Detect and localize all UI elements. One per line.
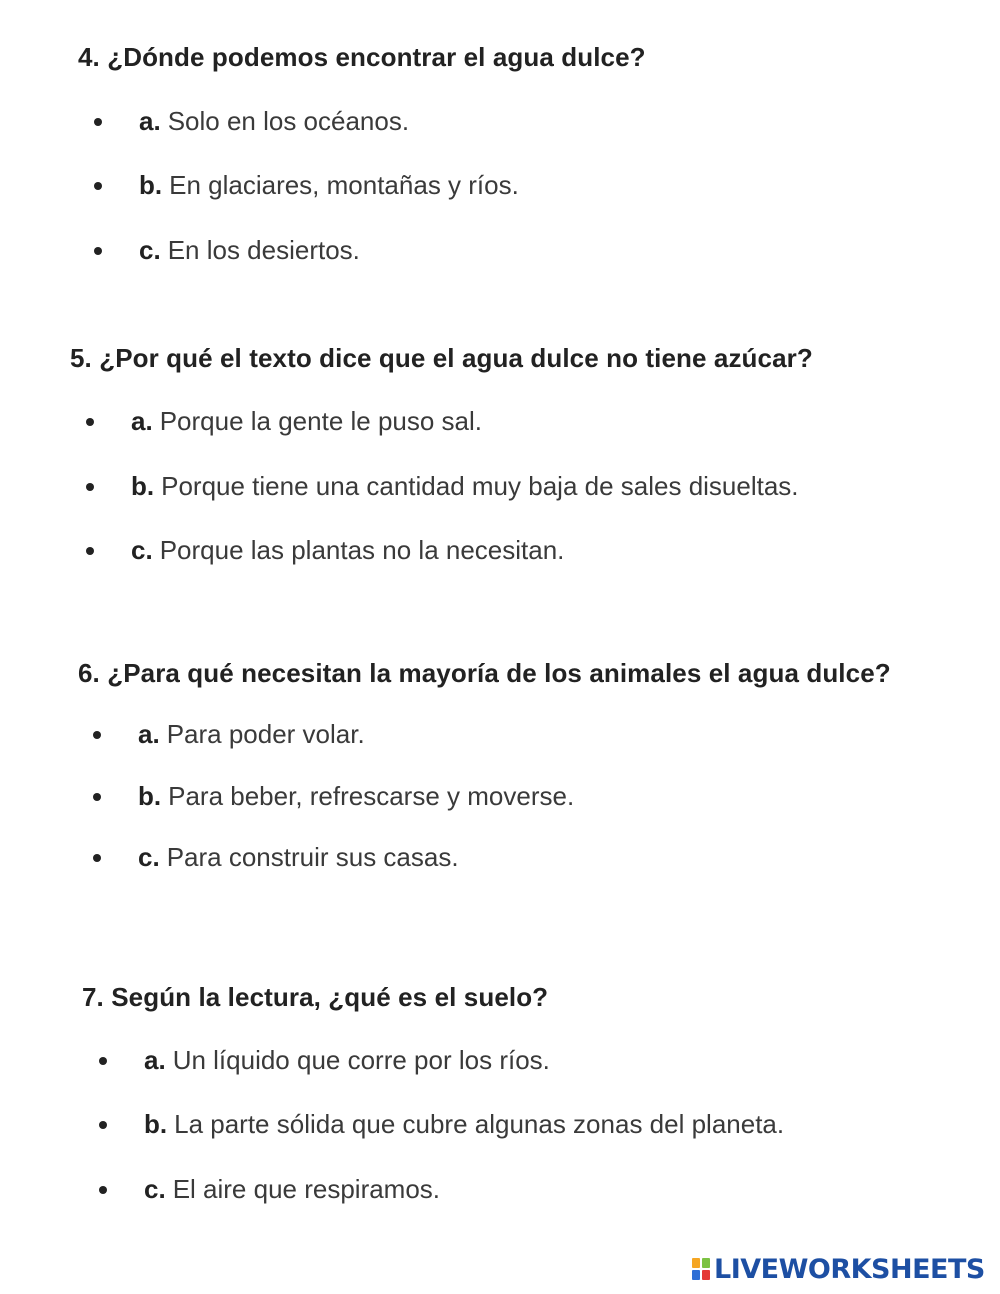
- bullet-icon: [93, 854, 101, 862]
- option-text: Para construir sus casas.: [166, 842, 459, 872]
- question-6-title: 6. ¿Para qué necesitan la mayoría de los animales el agua dulce?: [78, 658, 891, 688]
- question-5-option-b[interactable]: [86, 471, 799, 502]
- question-5-title: 5. ¿Por qué el texto dice que el agua dulce no tiene azúcar?: [70, 343, 813, 373]
- option-text: Para poder volar.: [166, 719, 365, 749]
- bullet-icon: [93, 793, 101, 801]
- question-7-option-c[interactable]: [99, 1174, 440, 1205]
- bullet-icon: [86, 483, 94, 491]
- option-text: Porque tiene una cantidad muy baja de sales disueltas.: [161, 471, 799, 501]
- question-7-title: 7. Según la lectura, ¿qué es el suelo?: [82, 982, 549, 1012]
- option-letter: b.: [138, 781, 162, 811]
- bullet-icon: [94, 182, 102, 190]
- option-text: Solo en los océanos.: [167, 106, 410, 136]
- option-letter: b.: [131, 471, 155, 501]
- bullet-icon: [99, 1121, 107, 1129]
- question-4-title: 4. ¿Dónde podemos encontrar el agua dulce?: [78, 42, 646, 72]
- liveworksheets-logo: [692, 1254, 985, 1284]
- logo-tile-icon: [692, 1270, 700, 1280]
- bullet-icon: [99, 1057, 107, 1065]
- question-6-option-a[interactable]: [93, 719, 365, 750]
- option-letter: c.: [131, 535, 153, 565]
- question-5-option-c[interactable]: [86, 535, 564, 566]
- question-6-option-c[interactable]: [93, 842, 459, 873]
- question-4-option-a[interactable]: [94, 106, 409, 137]
- option-text: En los desiertos.: [167, 235, 360, 265]
- option-text: El aire que respiramos.: [172, 1174, 441, 1204]
- option-text: Porque la gente le puso sal.: [159, 406, 483, 436]
- question-4-option-c[interactable]: [94, 235, 360, 266]
- option-text: La parte sólida que cubre algunas zonas del planeta.: [174, 1109, 785, 1139]
- option-letter: a.: [138, 719, 160, 749]
- question-7-option-b[interactable]: [99, 1109, 784, 1140]
- bullet-icon: [93, 731, 101, 739]
- logo-tile-icon: [702, 1258, 710, 1268]
- option-text: En glaciares, montañas y ríos.: [169, 170, 519, 200]
- question-7-option-a[interactable]: [99, 1045, 550, 1076]
- option-letter: a.: [139, 106, 161, 136]
- option-letter: b.: [139, 170, 163, 200]
- bullet-icon: [86, 418, 94, 426]
- question-4-option-b[interactable]: [94, 170, 519, 201]
- bullet-icon: [94, 118, 102, 126]
- logo-tile-icon: [692, 1258, 700, 1268]
- bullet-icon: [94, 247, 102, 255]
- option-letter: c.: [144, 1174, 166, 1204]
- option-text: Un líquido que corre por los ríos.: [172, 1045, 550, 1075]
- logo-tile-icon: [702, 1270, 710, 1280]
- question-6-option-b[interactable]: [93, 781, 574, 812]
- option-letter: b.: [144, 1109, 168, 1139]
- logo-text: LIVEWORKSHEETS: [714, 1253, 985, 1285]
- bullet-icon: [99, 1186, 107, 1194]
- question-5-option-a[interactable]: [86, 406, 482, 437]
- option-text: Porque las plantas no la necesitan.: [159, 535, 565, 565]
- option-text: Para beber, refrescarse y moverse.: [168, 781, 575, 811]
- option-letter: a.: [144, 1045, 166, 1075]
- option-letter: c.: [139, 235, 161, 265]
- bullet-icon: [86, 547, 94, 555]
- liveworksheets-logo-icon: [692, 1258, 710, 1280]
- option-letter: c.: [138, 842, 160, 872]
- option-letter: a.: [131, 406, 153, 436]
